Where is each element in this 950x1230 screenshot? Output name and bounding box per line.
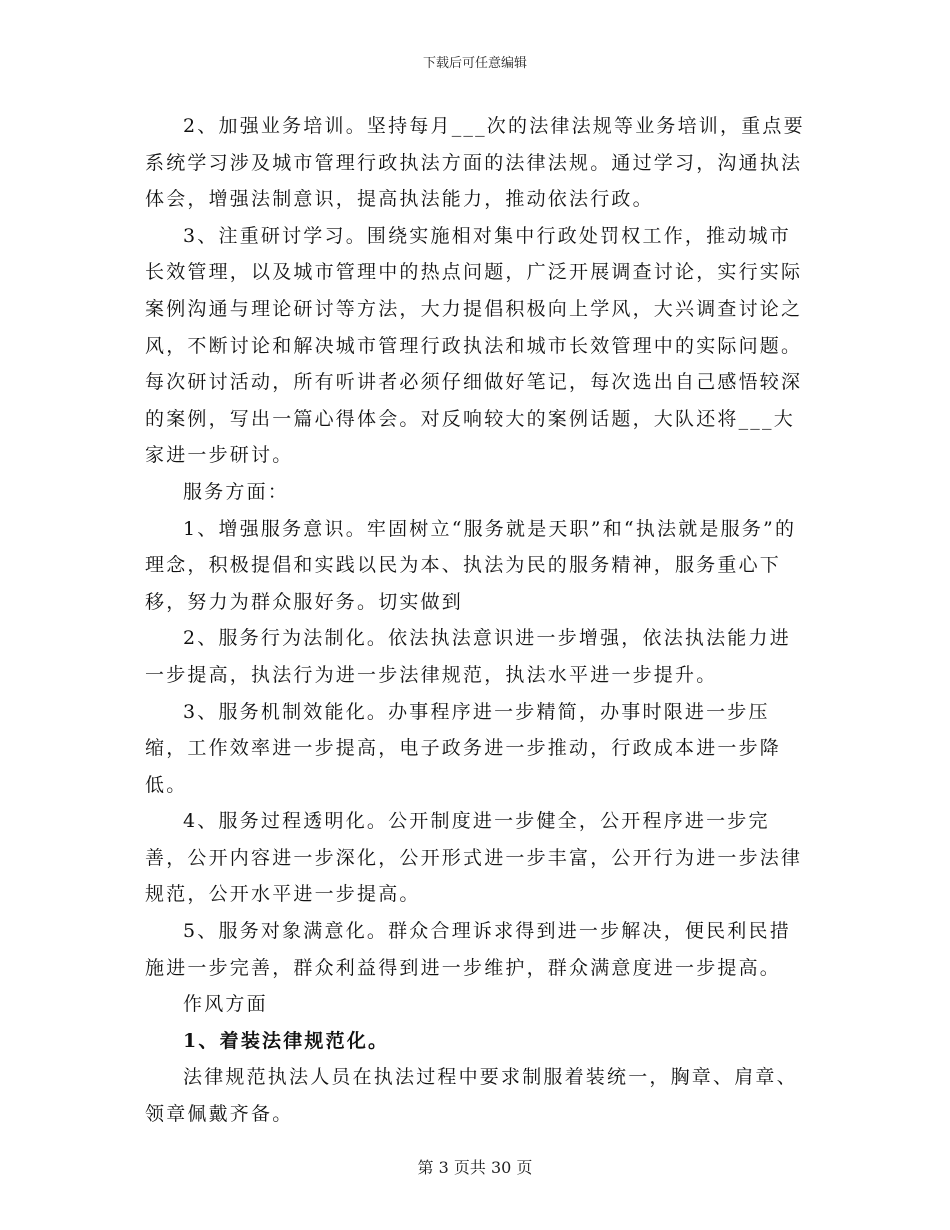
paragraph-service-transparency: 4、服务过程透明化。公开制度进一步健全，公开程序进一步完善，公开内容进一步深化，公开形式进一步丰富，公开行为进一步法律规范，公开水平进一步提高。 [145, 810, 803, 906]
page-header: 下载后可任意编辑 [422, 56, 527, 71]
document-body [145, 108, 810, 1133]
paragraph-service-efficiency: 3、服务机制效能化。办事程序进一步精简，办事时限进一步压缩，工作效率进一步提高，电子政务进一步推动，行政成本进一步降低。 [145, 700, 782, 796]
paragraph-service-awareness: 1、增强服务意识。牢固树立“服务就是天职”和“执法就是服务”的理念，积极提倡和实践以民为本、执法为民的服务精神，服务重心下移，努力为群众服好务。切实做到 [145, 517, 797, 613]
paragraph-business-training: 2、加强业务培训。坚持每月___次的法律法规等业务培训，重点要系统学习涉及城市管理行政执法方面的法律法规。通过学习，沟通执法体会，增强法制意识，提高执法能力，推动依法行政。 [145, 115, 805, 211]
paragraph-service-satisfaction: 5、服务对象满意化。群众合理诉求得到进一步解决，便民利民措施进一步完善，群众利益得到进一步维护，群众满意度进一步提高。 [145, 920, 791, 979]
paragraph-uniform-detail: 法律规范执法人员在执法过程中要求制服着装统一，胸章、肩章、领章佩戴齐备。 [145, 1066, 798, 1126]
subheading-uniform-standard: 1、着装法律规范化。 [183, 1029, 390, 1052]
section-heading-conduct: 作风方面 [183, 993, 268, 1016]
section-heading-service: 服务方面： [183, 480, 290, 503]
page-footer: 第 3 页共 30 页 [417, 1158, 533, 1177]
paragraph-research-study: 3、注重研讨学习。围绕实施相对集中行政处罚权工作，推动城市长效管理，以及城市管理中的热点问题，广泛开展调查讨论，实行实际案例沟通与理论研讨等方法，大力提倡积极向上学风，大兴调查讨论之风，不断讨论和解决城市管理行政执法和城市长效管理中的实际问题。每次研讨活动，所有听讲者必须仔细做好笔记，每次选出自己感悟较深的案例，写出一篇心得体会。对反响较大的案例话题，大队还将___大家进一步研讨。 [145, 224, 803, 467]
paragraph-service-legalization: 2、服务行为法制化。依法执法意识进一步增强，依法执法能力进一步提高，执法行为进一步法律规范，执法水平进一步提升。 [145, 627, 791, 686]
